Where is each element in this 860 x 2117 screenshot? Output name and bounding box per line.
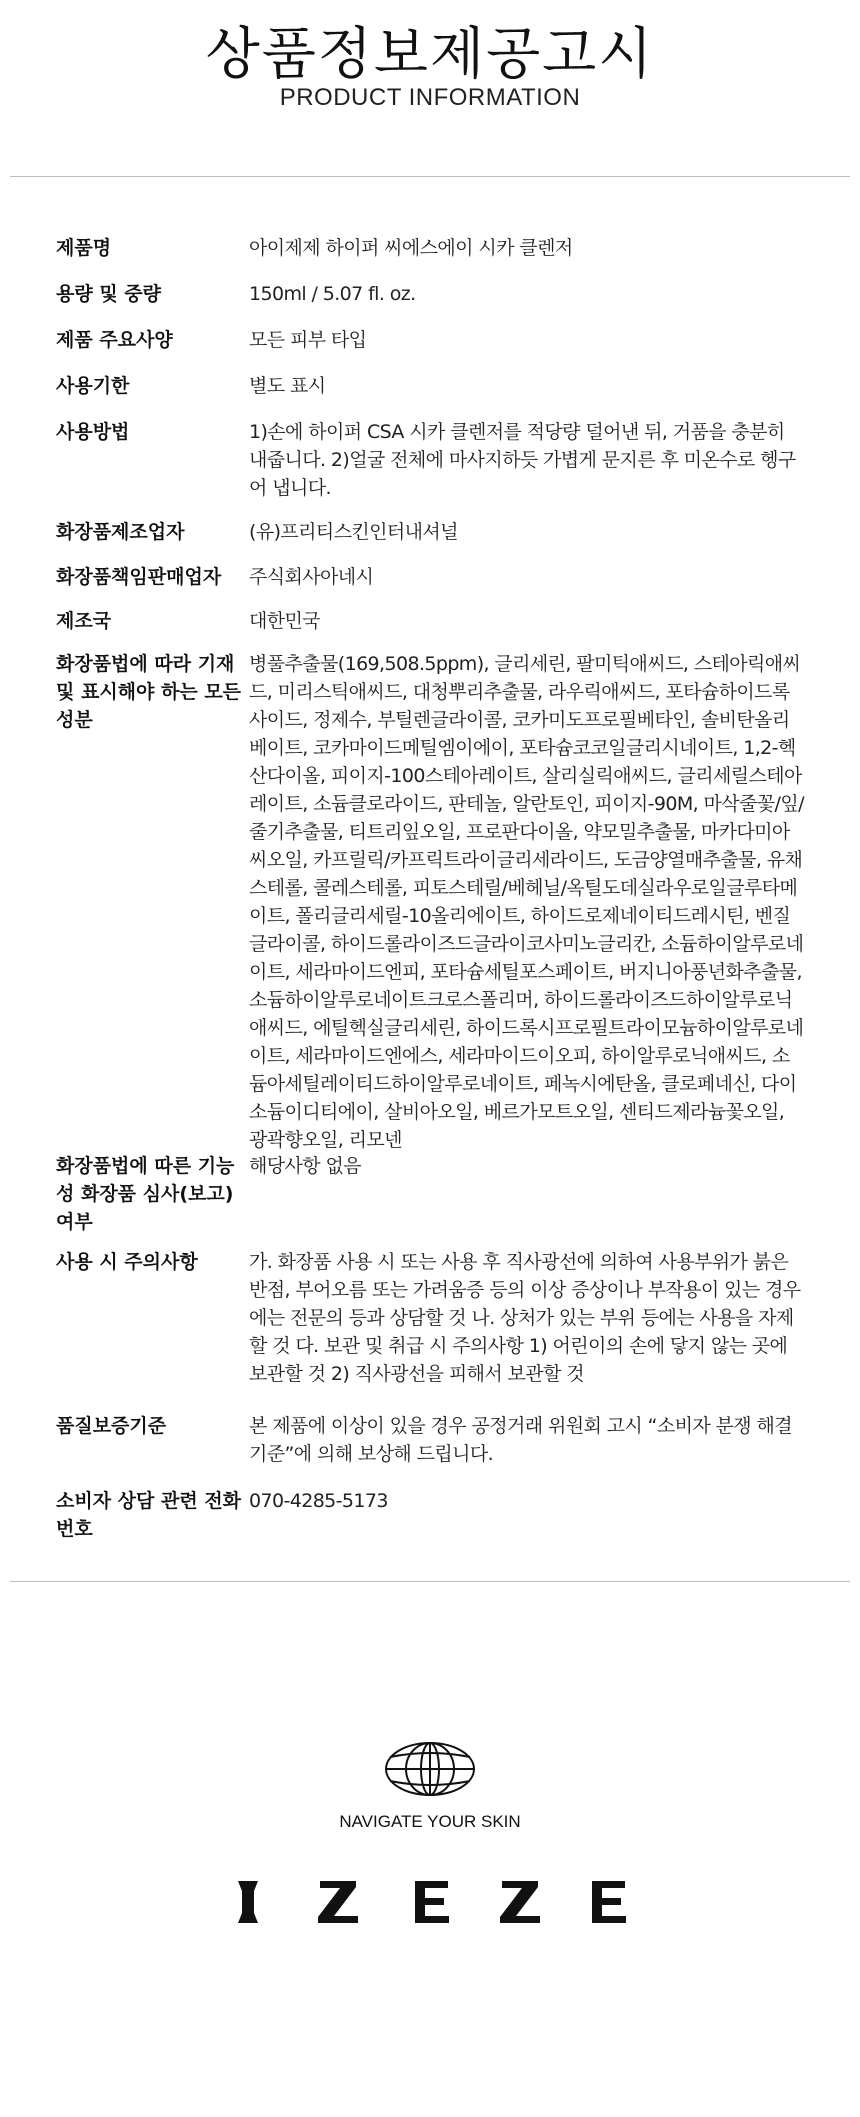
row-value: 해당사항 없음 <box>249 1155 361 1177</box>
page-title: 상품정보제공고시 <box>205 22 655 87</box>
info-row-functional <box>56 1152 806 1248</box>
row-value: 아이제제 하이퍼 씨에스에이 시카 클렌저 <box>249 237 573 259</box>
info-row-warranty <box>56 1412 806 1487</box>
info-row-usage <box>56 418 806 518</box>
row-label: 화장품제조업자 <box>56 521 185 543</box>
row-value: 대한민국 <box>249 610 321 632</box>
row-value: 별도 표시 <box>249 375 326 397</box>
row-value: 모든 피부 타입 <box>249 329 367 351</box>
info-row-manufacturer <box>56 518 806 563</box>
globe-compass-icon <box>383 1740 477 1798</box>
row-value: 주식회사아네시 <box>249 566 374 588</box>
page-subtitle: PRODUCT INFORMATION <box>279 84 581 111</box>
row-value: 가. 화장품 사용 시 또는 사용 후 직사광선에 의하여 사용부위가 붉은 반점, 부어오름 또는 가려움증 등의 이상 증상이나 부작용이 있는 경우에는 전문의 등과 상담할 것 나. 상처가 있는 부위 등에는 사용을 자제할 것 다. 보관 및 취급 시 주의사항 1) 어린이의 손에 닿지 않는 곳에 보관할 것 2) 직사광선을 피해서 보관할 것 <box>249 1251 801 1385</box>
row-label: 용량 및 중량 <box>56 283 161 305</box>
info-row-expiry <box>56 372 806 418</box>
bottom-divider <box>10 1581 850 1582</box>
row-value: (유)프리티스킨인터내셔널 <box>249 521 458 543</box>
row-label: 사용 시 주의사항 <box>56 1251 198 1273</box>
row-label: 제조국 <box>56 610 112 632</box>
top-divider <box>10 176 850 177</box>
row-label: 사용기한 <box>56 375 130 397</box>
row-label: 사용방법 <box>56 421 130 443</box>
info-row-contact <box>56 1487 806 1547</box>
row-label: 화장품책임판매업자 <box>56 566 222 588</box>
product-info-table <box>56 234 806 1547</box>
info-row-ingredients <box>56 650 806 1152</box>
info-row-volume <box>56 280 806 326</box>
row-value: 150ml / 5.07 fl. oz. <box>249 283 416 305</box>
row-value: 본 제품에 이상이 있을 경우 공정거래 위원회 고시 “소비자 분쟁 해결기준”에 의해 보상해 드립니다. <box>249 1415 792 1465</box>
info-row-product-name <box>56 234 806 280</box>
row-label: 제품 주요사양 <box>56 329 173 351</box>
info-row-precautions <box>56 1248 806 1412</box>
info-row-distributor <box>56 563 806 607</box>
row-label: 소비자 상담 관련 전화번호 <box>56 1490 242 1540</box>
row-label: 제품명 <box>56 237 112 259</box>
row-value: 병풀추출물(169,508.5ppm), 글리세린, 팔미틱애씨드, 스테아릭애씨드, 미리스틱애씨드, 대청뿌리추출물, 라우릭애씨드, 포타슘하이드록사이드, 정제수, 부틸렌글라이콜, 코카미도프로필베타인, 솔비탄올리베이트, 코카마이드메틸엠이에이, 포타슘코코일글리시네이트, 1,2-헥산다이올, 피이지-100스테아레이트, 살리실릭애씨드, 글리세릴스테아레이트, 소듐클로라이드, 판테놀, 알란토인, 피이지-90M, 마삭줄꽃/잎/줄기추출물, 티트리잎오일, 프로판다이올, 약모밀추출물, 마카다미아씨오일, 카프릴릭/카프릭트라이글리세라이드, 도금양열매추출물, 유채스테롤, 콜레스테롤, 피토스테릴/베헤닐/옥틸도데실라우로일글루타메이트, 폴리글리세릴-10올리에이트, 하이드로제네이티드레시틴, 벤질글라이콜, 하이드롤라이즈드글라이코사미노글리칸, 소듐하이알루로네이트, 세라마이드엔피, 포타슘세틸포스페이트, 버지니아풍년화추출물, 소듐하이알루로네이트크로스폴리머, 하이드롤라이즈드하이알루로닉애씨드, 에틸헥실글리세린, 하이드록시프로필트라이모늄하이알루로네이트, 세라마이드엔에스, 세라마이드이오피, 하이알루로닉애씨드, 소듐아세틸레이티드하이알루로네이트, 페녹시에탄올, 클로페네신, 다이소듐이디티에이, 살비아오일, 베르가모트오일, 센티드제라늄꽃오일, 광곽향오일, 리모넨 <box>249 653 804 1151</box>
row-label: 화장품법에 따라 기재 및 표시해야 하는 모든 성분 <box>56 653 242 731</box>
row-label: 화장품법에 따른 기능성 화장품 심사(보고) 여부 <box>56 1155 235 1233</box>
info-row-country <box>56 607 806 650</box>
brand-tagline: NAVIGATE YOUR SKIN <box>339 1812 521 1831</box>
row-label: 품질보증기준 <box>56 1415 167 1437</box>
row-value: 1)손에 하이퍼 CSA 시카 클렌저를 적당량 덜어낸 뒤, 거품을 충분히 내줍니다. 2)얼굴 전체에 마사지하듯 가볍게 문지른 후 미온수로 헹구어 냅니다. <box>249 421 796 499</box>
brand-wordmark-logo <box>230 1879 630 1925</box>
row-value: 070-4285-5173 <box>249 1490 388 1512</box>
info-row-spec <box>56 326 806 372</box>
